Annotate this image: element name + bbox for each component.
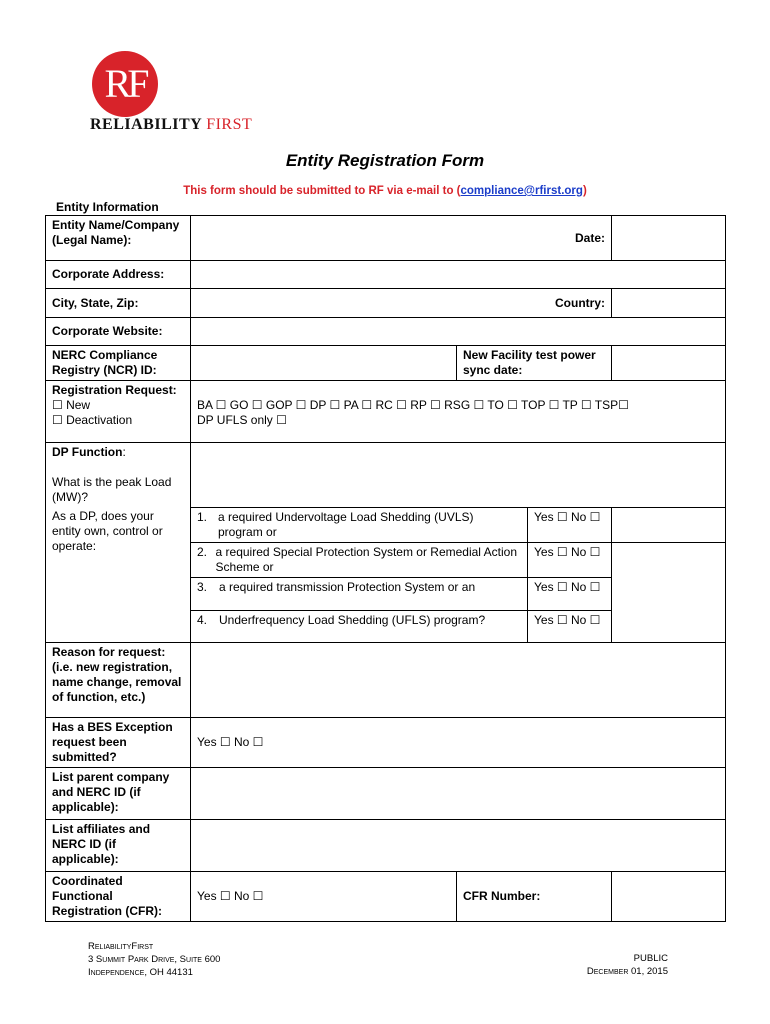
registration-request-cell bbox=[46, 381, 191, 443]
dp-item-4-answer[interactable]: Yes ☐ No ☐ bbox=[528, 610, 612, 642]
cfr-label: Coordinated Functional Registration (CFR): bbox=[46, 871, 191, 921]
dp-item-4: 4. Underfrequency Load Shedding (UFLS) program? bbox=[191, 610, 528, 642]
dp-item-2-answer[interactable]: Yes ☐ No ☐ bbox=[528, 542, 612, 577]
email-link[interactable]: compliance@rfirst.org bbox=[460, 185, 583, 197]
corporate-website-field[interactable] bbox=[191, 318, 726, 346]
date-field[interactable] bbox=[612, 216, 726, 261]
dp-item-1: 1. a required Undervoltage Load Shedding (UVLS) program or bbox=[191, 507, 528, 542]
country-label: Country: bbox=[457, 289, 612, 318]
logo-wordmark: RELIABILITY FIRST bbox=[90, 116, 253, 133]
footer-meta bbox=[587, 952, 668, 978]
country-field[interactable] bbox=[612, 289, 726, 318]
dp-item-2: 2. a required Special Protection System or Remedial Action Scheme or bbox=[191, 542, 528, 577]
reason-label: Reason for request: (i.e. new registration, name change, removal of function, etc.) bbox=[46, 642, 191, 717]
registration-table bbox=[45, 215, 726, 922]
footer-org: ReliabilityFirst bbox=[88, 941, 154, 952]
dp-item-3-answer[interactable]: Yes ☐ No ☐ bbox=[528, 577, 612, 610]
ncr-id-field[interactable] bbox=[191, 346, 457, 381]
cfr-answer[interactable]: Yes ☐ No ☐ bbox=[191, 871, 457, 921]
dp-item-1-answer[interactable]: Yes ☐ No ☐ bbox=[528, 507, 612, 542]
footer-address-line2: Independence, OH 44131 bbox=[88, 967, 193, 978]
reason-field[interactable] bbox=[191, 642, 726, 717]
dp-item-4-spacer bbox=[612, 610, 726, 642]
parent-company-field[interactable] bbox=[191, 767, 726, 819]
footer-address bbox=[88, 940, 220, 979]
dp-item-2-spacer bbox=[612, 542, 726, 577]
dp-own-label: As a DP, does your entity own, control or operate: bbox=[46, 507, 191, 642]
affiliates-label: List affiliates and NERC ID (if applicable): bbox=[46, 819, 191, 871]
registration-new-checkbox[interactable]: ☐ New bbox=[52, 398, 91, 412]
section-label: Entity Information bbox=[56, 200, 159, 214]
dp-item-3-spacer bbox=[612, 577, 726, 610]
registration-request-label: Registration Request: bbox=[52, 383, 177, 397]
registration-deactivation-checkbox[interactable]: ☐ Deactivation bbox=[52, 413, 133, 427]
footer-address-line1: 3 Summit Park Drive, Suite 600 bbox=[88, 954, 221, 965]
bes-exception-answer[interactable]: Yes ☐ No ☐ bbox=[191, 717, 726, 767]
dp-function-label: DP Function bbox=[52, 445, 123, 459]
dp-item-1-spacer bbox=[612, 507, 726, 542]
dp-ufls-checkbox[interactable]: DP UFLS only ☐ bbox=[197, 413, 287, 427]
corporate-address-field[interactable] bbox=[191, 261, 726, 289]
facility-test-label: New Facility test power sync date: bbox=[457, 346, 612, 381]
cfr-number-label: CFR Number: bbox=[457, 871, 612, 921]
corporate-address-label: Corporate Address: bbox=[46, 261, 191, 289]
facility-test-field[interactable] bbox=[612, 346, 726, 381]
parent-company-label: List parent company and NERC ID (if applicable): bbox=[46, 767, 191, 819]
form-instructions: This form should be submitted to RF via e-mail to (compliance@rfirst.org) bbox=[183, 185, 587, 197]
date-label: Date: bbox=[528, 216, 612, 261]
ncr-id-label: NERC Compliance Registry (NCR) ID: bbox=[46, 346, 191, 381]
corporate-website-label: Corporate Website: bbox=[46, 318, 191, 346]
footer-date: December 01, 2015 bbox=[586, 966, 668, 977]
cfr-number-field[interactable] bbox=[612, 871, 726, 921]
entity-name-field[interactable] bbox=[191, 216, 528, 261]
affiliates-field[interactable] bbox=[191, 819, 726, 871]
logo-mark: RF bbox=[104, 61, 146, 106]
city-state-zip-label: City, State, Zip: bbox=[46, 289, 191, 318]
form-title: Entity Registration Form bbox=[285, 151, 485, 170]
dp-item-3: 3. a required transmission Protection System or an bbox=[191, 577, 528, 610]
entity-name-label: Entity Name/Company (Legal Name): bbox=[46, 216, 191, 261]
dp-function-cell: DP Function: What is the peak Load (MW)? bbox=[46, 443, 191, 508]
footer-classification: PUBLIC bbox=[633, 953, 668, 964]
reliabilityfirst-logo bbox=[86, 48, 256, 138]
function-checkboxes[interactable]: BA ☐ GO ☐ GOP ☐ DP ☐ PA ☐ RC ☐ RP ☐ RSG ☐ TO ☐ TOP ☐ TP ☐ TSP☐ bbox=[197, 398, 629, 412]
peak-load-field[interactable] bbox=[191, 443, 726, 508]
functions-cell bbox=[191, 381, 726, 443]
city-state-zip-field[interactable] bbox=[191, 289, 457, 318]
bes-exception-label: Has a BES Exception request been submitted? bbox=[46, 717, 191, 767]
peak-load-label: What is the peak Load (MW)? bbox=[52, 475, 172, 504]
